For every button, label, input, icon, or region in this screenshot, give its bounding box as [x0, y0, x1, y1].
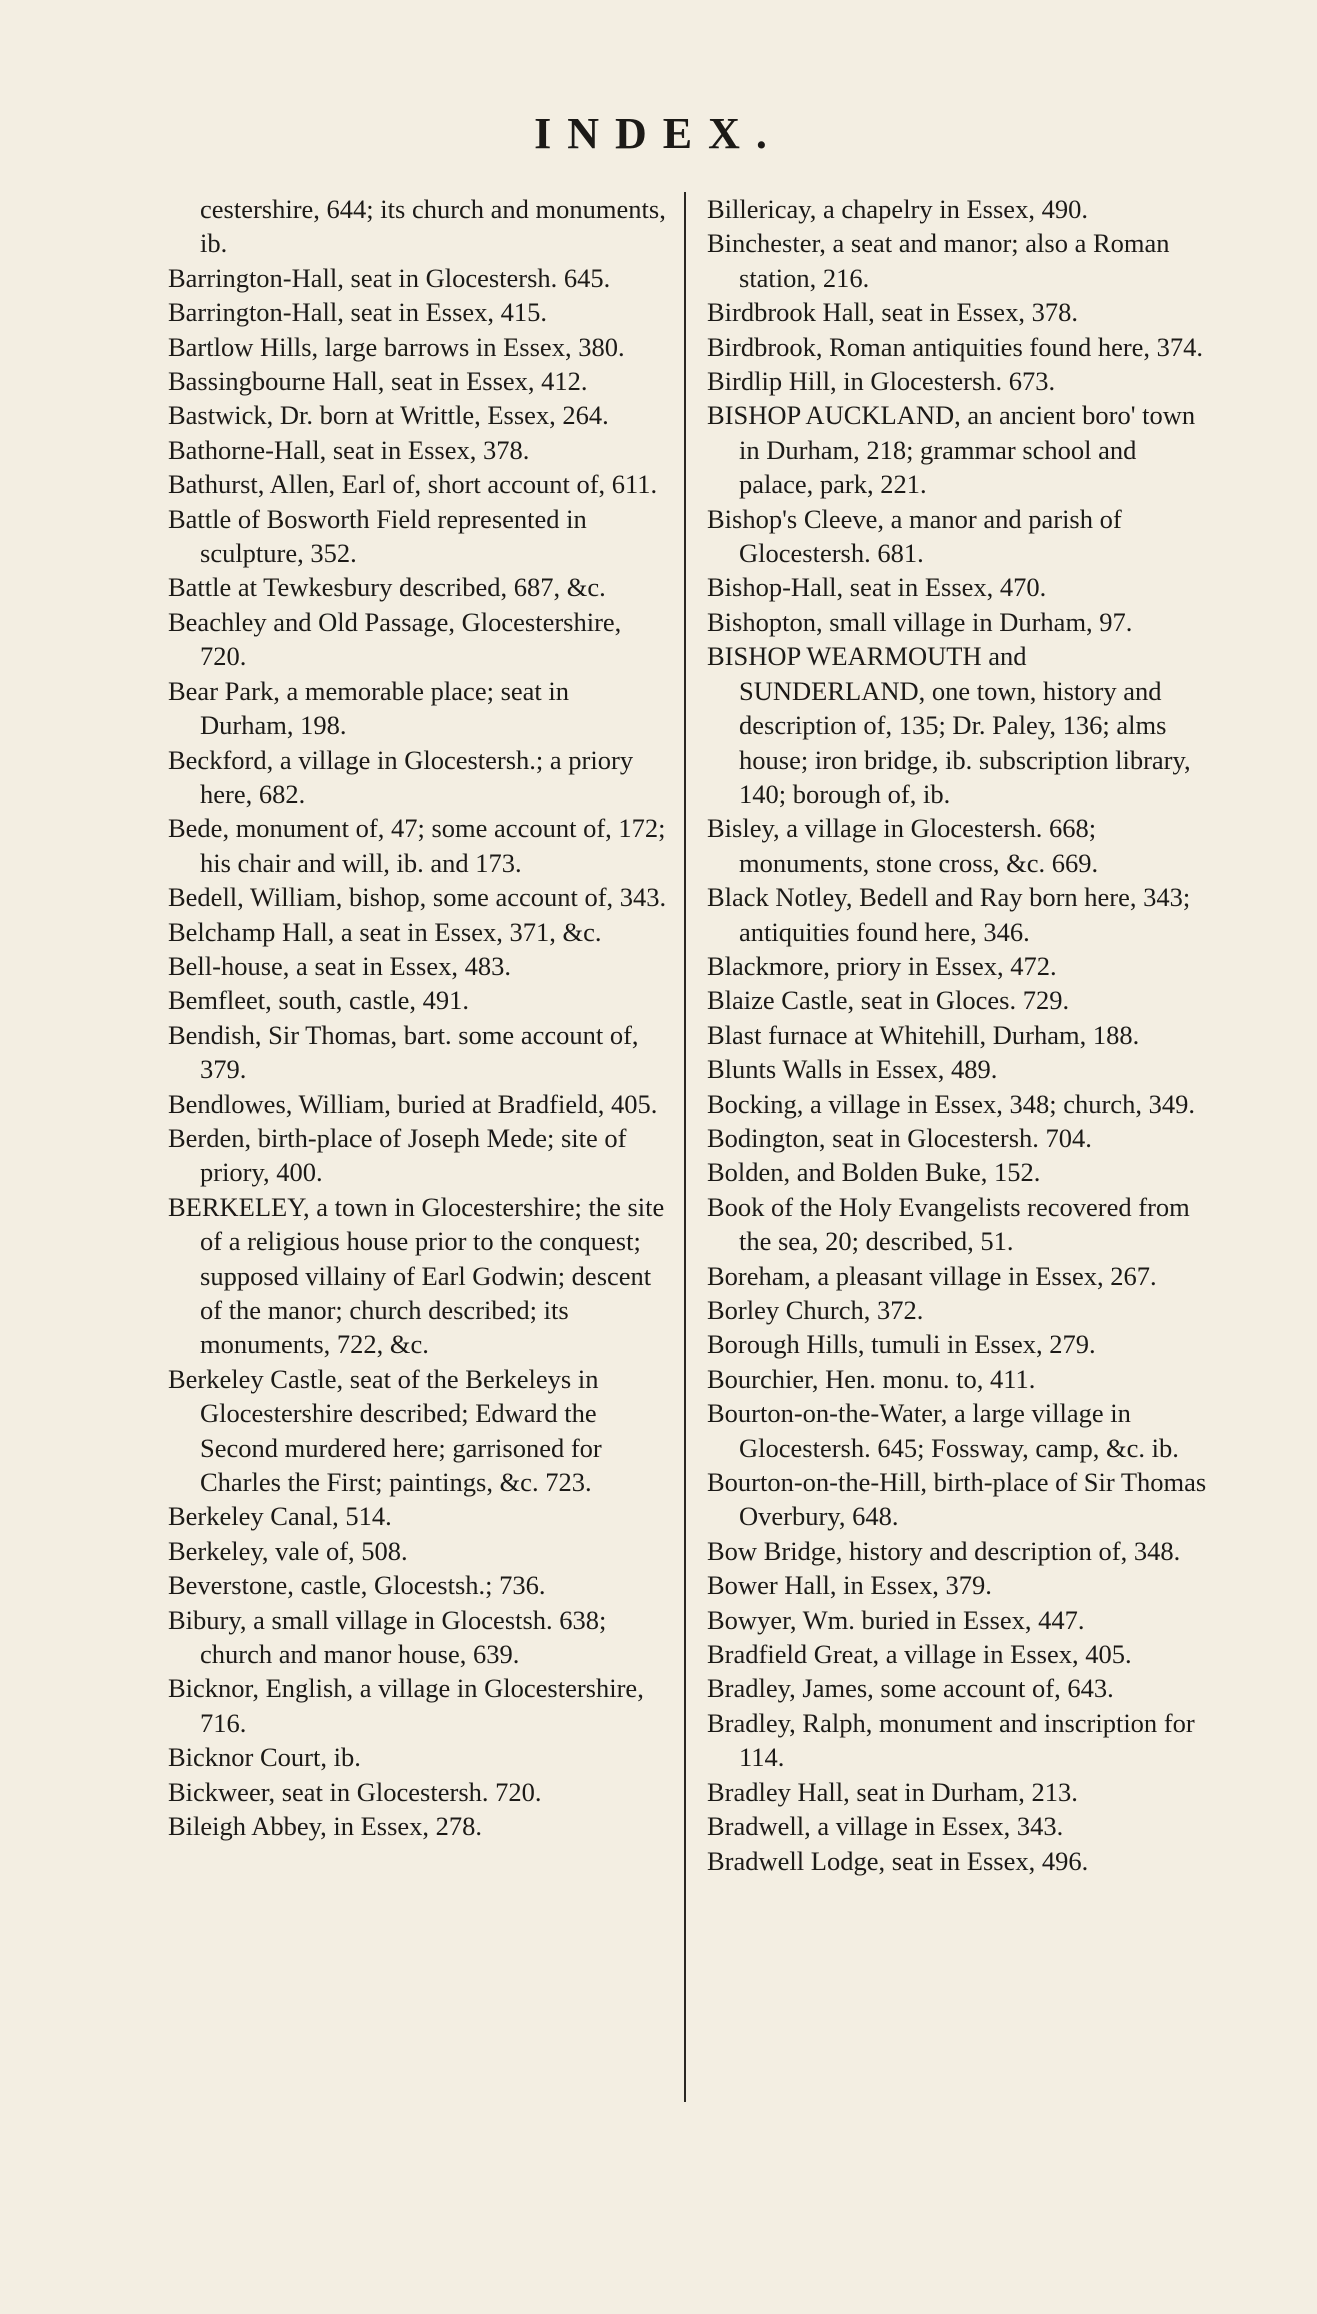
index-entry: Battle at Tewkesbury described, 687, &c.: [168, 572, 606, 603]
index-entry: Bourton-on-the-Water, a large village in Glocestersh. 645; Fossway, camp, &c. ib.: [707, 1398, 1179, 1463]
index-entry: Bow Bridge, history and description of, 348.: [707, 1535, 1181, 1566]
index-entry: Berden, birth-place of Joseph Mede; site of priory, 400.: [168, 1122, 627, 1188]
index-entry: Bemfleet, south, castle, 491.: [168, 985, 469, 1016]
index-entry: Beachley and Old Passage, Glocestershire, 720.: [168, 606, 622, 672]
index-entry: Bradwell Lodge, seat in Essex, 496.: [707, 1845, 1089, 1876]
index-entry: Beverstone, castle, Glocestsh.; 736.: [168, 1570, 546, 1601]
index-entry: Bower Hall, in Essex, 379.: [707, 1570, 992, 1601]
index-entry: Bishop-Hall, seat in Essex, 470.: [707, 572, 1047, 603]
index-entry: Bell-house, a seat in Essex, 483.: [168, 950, 511, 981]
column-divider: [684, 192, 686, 2102]
index-entry: Blackmore, priory in Essex, 472.: [707, 950, 1057, 981]
index-entry: Bicknor, English, a village in Glocestershire, 716.: [168, 1673, 644, 1738]
index-entry: Bartlow Hills, large barrows in Essex, 380.: [168, 331, 625, 362]
index-entry: Bathurst, Allen, Earl of, short account of, 611.: [168, 469, 658, 500]
index-entry: Bradley, James, some account of, 643.: [707, 1673, 1114, 1704]
index-entry: Bicknor Court, ib.: [168, 1742, 361, 1773]
index-entry: Bathorne-Hall, seat in Essex, 378.: [168, 434, 530, 465]
index-entry: Borley Church, 372.: [707, 1295, 924, 1325]
index-entry: Bradwell, a village in Essex, 343.: [707, 1811, 1064, 1842]
index-entry: Black Notley, Bedell and Ray born here, 343; antiquities found here, 346.: [707, 882, 1191, 947]
index-entry: Blunts Walls in Essex, 489.: [707, 1054, 998, 1085]
index-entry: Bickweer, seat in Glocestersh. 720.: [168, 1776, 542, 1807]
index-entry: Barrington-Hall, seat in Glocestersh. 645.: [168, 262, 611, 293]
index-entry: Bastwick, Dr. born at Writtle, Essex, 264.: [168, 400, 609, 431]
index-entry: Battle of Bosworth Field represented in sculpture, 352.: [168, 503, 587, 569]
index-entry: BISHOP WEARMOUTH and SUNDERLAND, one town, history and description of, 135; Dr. Paley, 136; alms house; iron bridge, ib. subscription library, 140; borough of, ib.: [707, 641, 1191, 809]
left-column: [168, 192, 668, 1844]
index-entry: Boreham, a pleasant village in Essex, 267.: [707, 1260, 1157, 1291]
index-entry: cestershire, 644; its church and monuments, ib.: [200, 194, 666, 259]
index-entry: Bishopton, small village in Durham, 97.: [707, 606, 1133, 637]
index-entry: Borough Hills, tumuli in Essex, 279.: [707, 1329, 1096, 1360]
index-entry: Beckford, a village in Glocestersh.; a priory here, 682.: [168, 744, 634, 809]
index-entry: Bourton-on-the-Hill, birth-place of Sir Thomas Overbury, 648.: [707, 1467, 1207, 1532]
index-entry: Bendish, Sir Thomas, bart. some account of, 379.: [168, 1019, 639, 1085]
index-entry: Birdbrook, Roman antiquities found here, 374.: [707, 331, 1204, 362]
index-entry: Bileigh Abbey, in Essex, 278.: [168, 1811, 483, 1842]
index-entry: BISHOP AUCKLAND, an ancient boro' town in Durham, 218; grammar school and palace, park, 221.: [707, 400, 1196, 500]
index-entry: Bowyer, Wm. buried in Essex, 447.: [707, 1604, 1085, 1635]
index-entry: Billericay, a chapelry in Essex, 490.: [707, 194, 1088, 224]
index-entry: Bourchier, Hen. monu. to, 411.: [707, 1363, 1036, 1394]
index-entry: Bishop's Cleeve, a manor and parish of Glocestersh. 681.: [707, 503, 1122, 569]
index-entry: Bear Park, a memorable place; seat in Durham, 198.: [168, 675, 570, 741]
index-entry: Barrington-Hall, seat in Essex, 415.: [168, 297, 548, 328]
index-entry: Berkeley, vale of, 508.: [168, 1535, 408, 1566]
index-entry: Berkeley Canal, 514.: [168, 1501, 392, 1532]
index-entry: Birdbrook Hall, seat in Essex, 378.: [707, 297, 1078, 328]
page-title: INDEX.: [534, 109, 783, 158]
index-entry: Book of the Holy Evangelists recovered from the sea, 20; described, 51.: [707, 1191, 1190, 1257]
index-entry: Blast furnace at Whitehill, Durham, 188.: [707, 1019, 1140, 1050]
index-entry: Berkeley Castle, seat of the Berkeleys in Glocestershire described; Edward the Second murdered here; garrisoned for Charles the First; paintings, &c. 723.: [168, 1363, 602, 1498]
index-entry: Bradley Hall, seat in Durham, 213.: [707, 1776, 1078, 1807]
right-column: [707, 192, 1207, 1878]
index-entry: Bendlowes, William, buried at Bradfield, 405.: [168, 1088, 658, 1119]
index-entry: Binchester, a seat and manor; also a Roman station, 216.: [707, 228, 1170, 293]
index-entry: BERKELEY, a town in Glocestershire; the site of a religious house prior to the conquest; supposed villainy of Earl Godwin; descent of the manor; church described; its monuments, 722, &c.: [168, 1191, 665, 1360]
index-entry: Bolden, and Bolden Buke, 152.: [707, 1157, 1041, 1188]
index-entry: Bocking, a village in Essex, 348; church, 349.: [707, 1088, 1195, 1119]
index-entry: Blaize Castle, seat in Gloces. 729.: [707, 985, 1070, 1016]
index-entry: Birdlip Hill, in Glocestersh. 673.: [707, 366, 1056, 397]
index-entry: Bibury, a small village in Glocestsh. 638; church and manor house, 639.: [168, 1604, 607, 1670]
index-entry: Bradley, Ralph, monument and inscription for 114.: [707, 1707, 1195, 1773]
index-entry: Bradfield Great, a village in Essex, 405.: [707, 1639, 1132, 1670]
index-entry: Bodington, seat in Glocestersh. 704.: [707, 1122, 1092, 1153]
index-entry: Belchamp Hall, a seat in Essex, 371, &c.: [168, 916, 602, 947]
index-entry: Bassingbourne Hall, seat in Essex, 412.: [168, 366, 588, 397]
index-entry: Bisley, a village in Glocestersh. 668; monuments, stone cross, &c. 669.: [707, 813, 1099, 878]
index-entry: Bede, monument of, 47; some account of, 172; his chair and will, ib. and 173.: [168, 813, 666, 878]
index-entry: Bedell, William, bishop, some account of, 343.: [168, 882, 667, 913]
